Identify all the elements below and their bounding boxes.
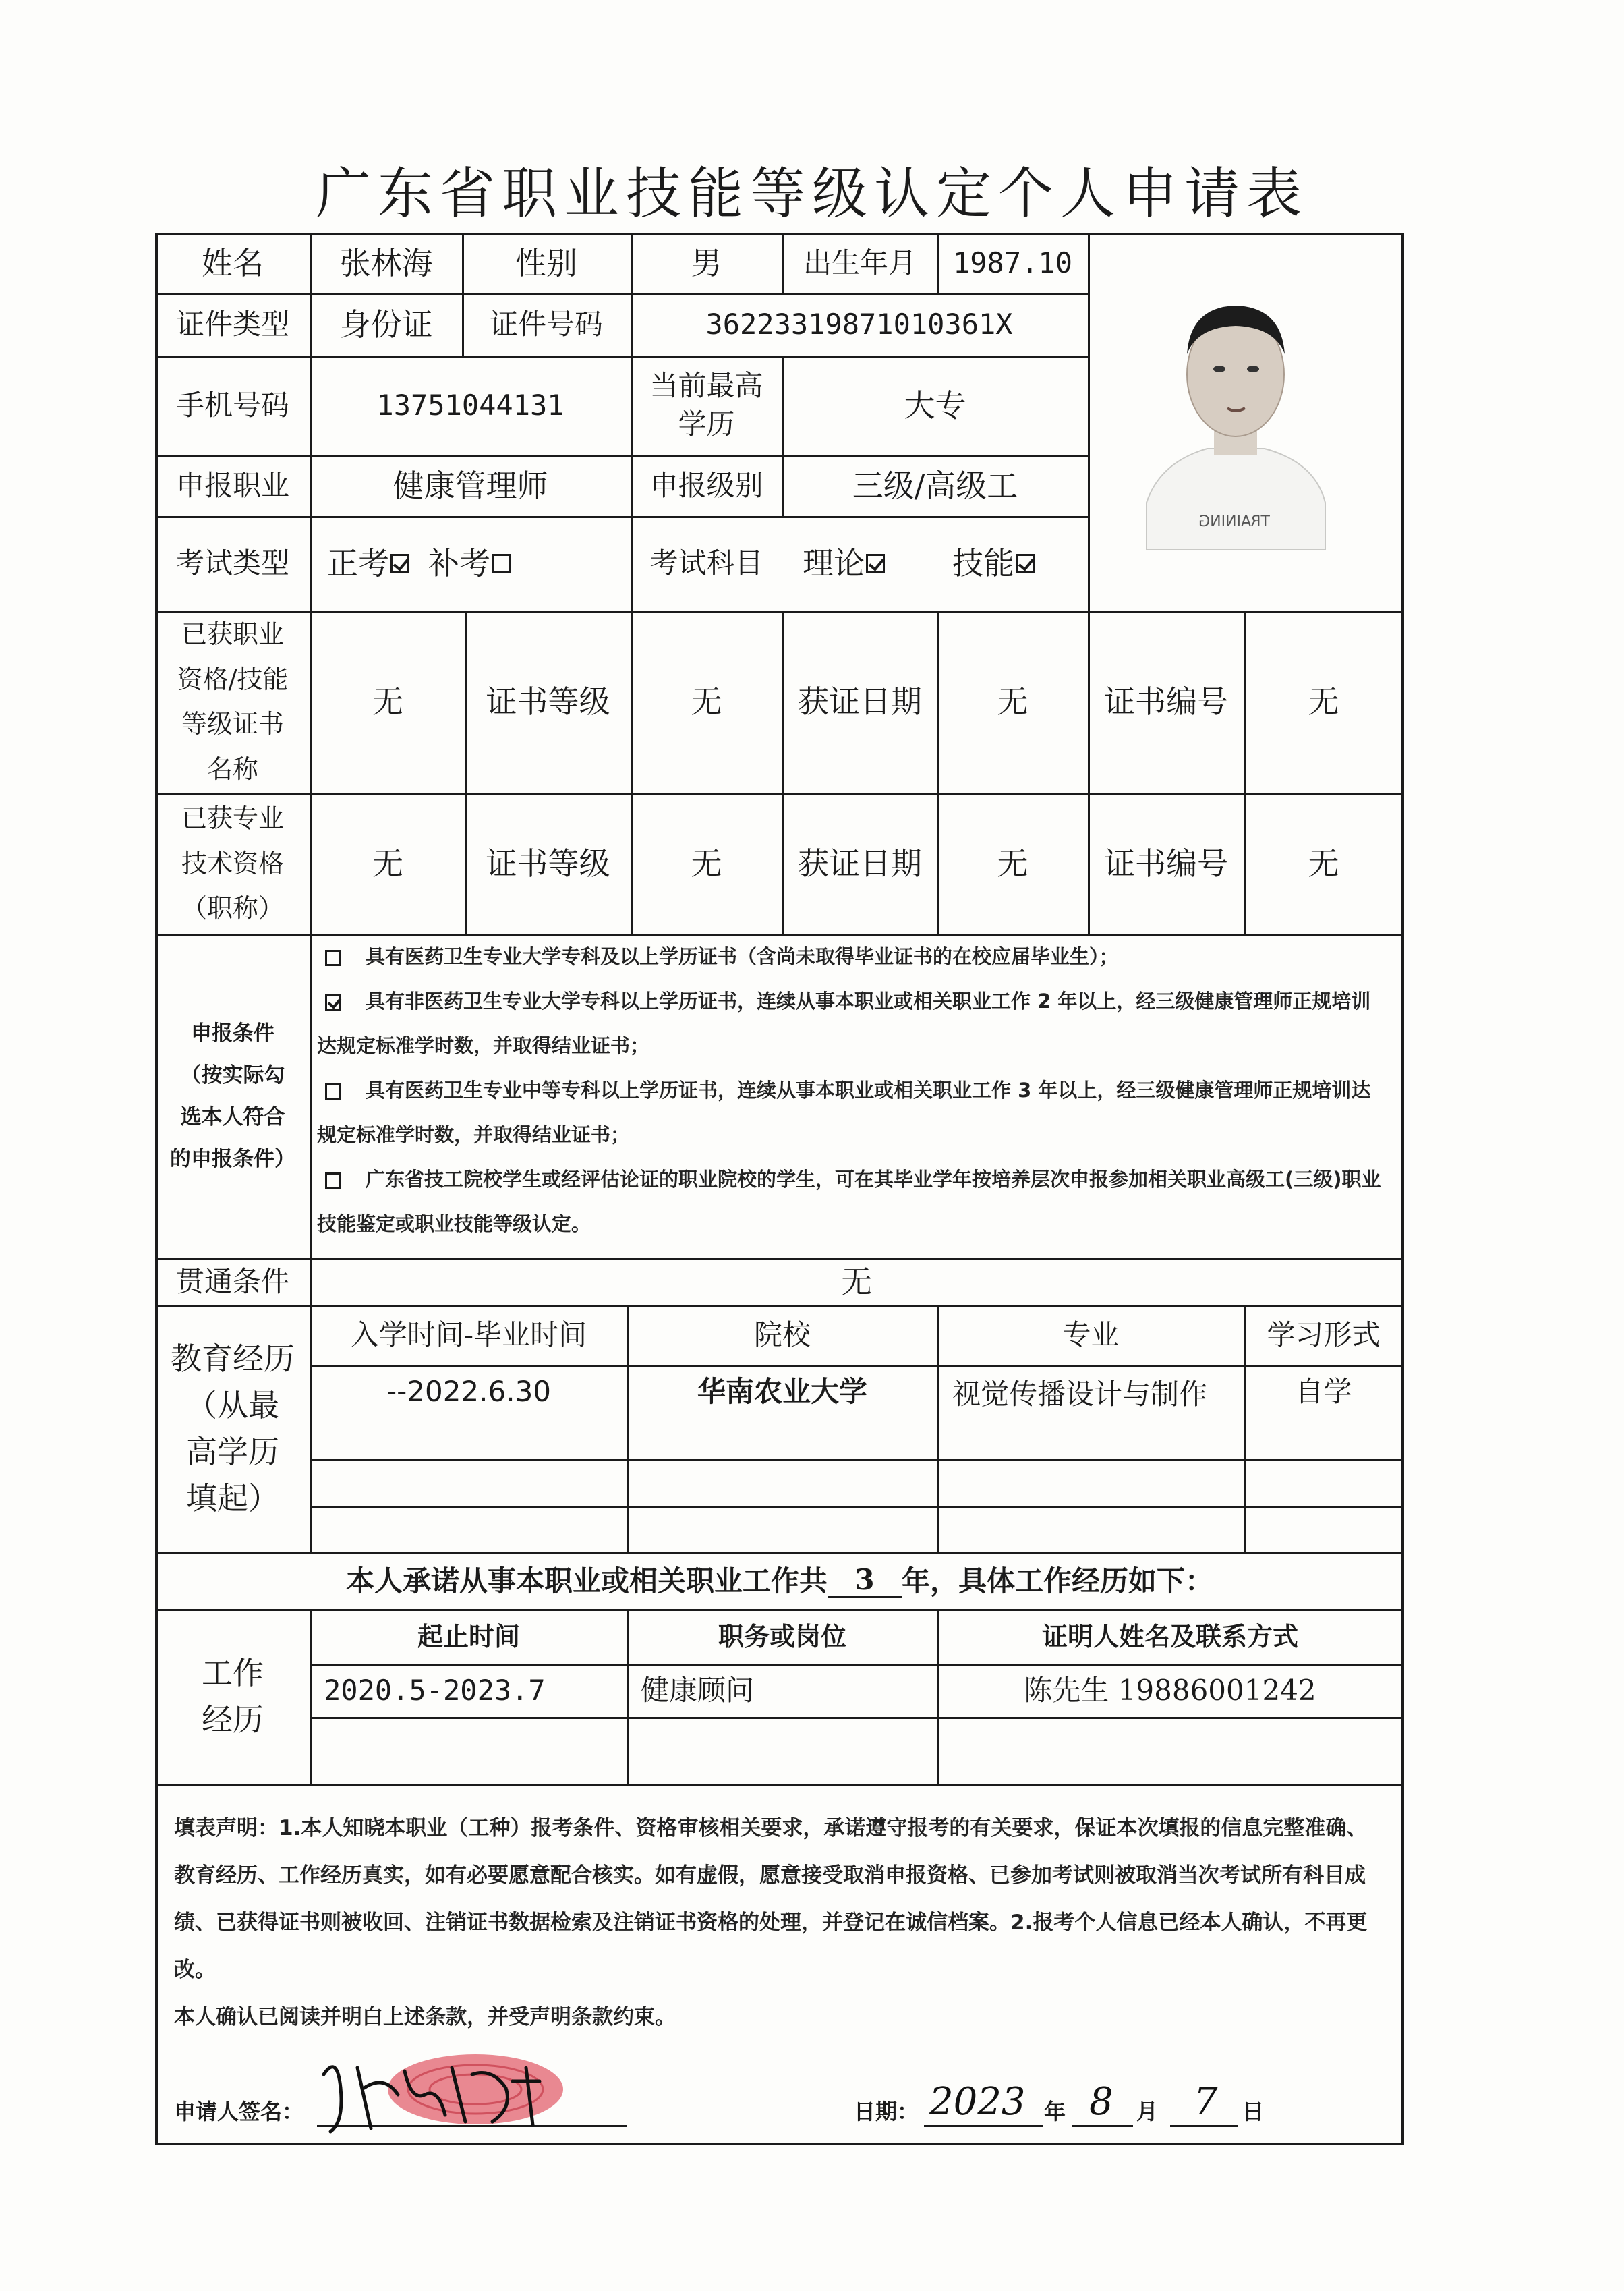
work-header-position: 职务或岗位	[718, 1621, 846, 1652]
education-header-major: 专业	[1062, 1318, 1120, 1351]
portrait-image	[1120, 280, 1352, 550]
declaration-text: 填表声明：1.本人知晓本职业（工种）报考条件、资格审核相关要求，承诺遵守报考的有关要求，保证本次填报的信息完整准确、教育经历、工作经历真实，如有必要愿意配合核实。如有虚假，愿意接受取消申报资格、已参加考试则被取消当次考试所有科目成绩、已获得证书则被收回、注销证书数据检索及注销证书资格的处理，并登记在诚信档案。2.报考个人信息已经本人确认，不再更改。	[174, 1816, 1368, 1982]
birth-value: 1987.10	[952, 246, 1072, 279]
qualification-label: 已获职业 资格/技能 等级证书 名称	[177, 619, 289, 784]
condition-2-checkbox[interactable]	[325, 994, 341, 1011]
condition-item-2: 具有非医药卫生专业大学专科以上学历证书，连续从事本职业或相关职业工作 2 年以上，经三级健康管理师正规培训达规定标准学时数，并取得结业证书；	[317, 990, 1371, 1057]
name-label: 姓名	[202, 244, 264, 281]
gender-label: 性别	[515, 244, 577, 281]
qualification-grade: 无	[691, 683, 722, 720]
birth-label: 出生年月	[803, 246, 917, 279]
condition-item-4: 广东省技工院校学生或经评估论证的职业院校的学生，可在其毕业学年按培养层次申报参加相关职业高级工(三级)职业技能鉴定或职业技能等级认定。	[317, 1168, 1381, 1235]
through-label: 贯通条件	[175, 1264, 289, 1298]
exam-type-options: 正考 补考	[310, 516, 631, 611]
day-unit: 日	[1242, 2099, 1265, 2124]
level-value: 三级/高级工	[852, 467, 1018, 504]
job-label: 申报职业	[175, 468, 289, 502]
qualification-date-label: 获证日期	[798, 683, 922, 720]
through-value: 无	[841, 1263, 872, 1300]
exam-subject-label: 考试科目	[649, 546, 763, 579]
svg-text:TRAINING: TRAINING	[1198, 513, 1270, 530]
name-value: 张林海	[339, 244, 433, 281]
exam-type-regular-checkbox[interactable]	[390, 554, 409, 573]
education-header-school: 院校	[753, 1318, 811, 1351]
month-unit: 月	[1136, 2099, 1159, 2124]
year-unit: 年	[1044, 2099, 1066, 2124]
signature-with-fingerprint	[310, 2047, 614, 2142]
professional-grade-label: 证书等级	[486, 845, 610, 882]
exam-type-label: 考试类型	[175, 546, 289, 579]
qualification-date: 无	[997, 683, 1028, 720]
education-major: 视觉传播设计与制作	[952, 1378, 1208, 1411]
phone-value: 13751044131	[376, 388, 564, 422]
exam-type-makeup-checkbox[interactable]	[492, 554, 511, 573]
education-school: 华南农业大学	[697, 1375, 867, 1408]
work-position: 健康顾问	[641, 1673, 755, 1707]
qualification-no-label: 证书编号	[1104, 683, 1228, 720]
professional-date: 无	[997, 845, 1028, 882]
education-header-period: 入学时间-毕业时间	[350, 1318, 587, 1351]
date-year: 2023	[929, 2080, 1026, 2124]
education-mode: 自学	[1295, 1375, 1352, 1408]
professional-label: 已获专业 技术资格 （职称）	[181, 803, 284, 924]
professional-name: 无	[372, 845, 403, 882]
work-commitment: 本人承诺从事本职业或相关职业工作共 3 年，具体工作经历如下：	[345, 1563, 1214, 1597]
professional-date-label: 获证日期	[798, 845, 922, 882]
education-header-mode: 学习形式	[1267, 1318, 1381, 1351]
qualification-grade-label: 证书等级	[486, 683, 610, 720]
condition-item-3: 具有医药卫生专业中等专科以上学历证书，连续从事本职业或相关职业工作 3 年以上，经三级健康管理师正规培训达规定标准学时数，并取得结业证书；	[317, 1079, 1371, 1146]
condition-4-checkbox[interactable]	[325, 1172, 341, 1189]
condition-1-checkbox[interactable]	[325, 950, 341, 966]
declaration-confirm: 本人确认已阅读并明白上述条款，并受声明条款约束。	[174, 2005, 676, 2029]
level-label: 申报级别	[649, 468, 763, 502]
work-period: 2020.5-2023.7	[324, 1673, 546, 1707]
work-header-period: 起止时间	[417, 1621, 520, 1652]
exam-subject-skill-checkbox[interactable]	[1016, 554, 1035, 573]
professional-grade: 无	[691, 845, 722, 882]
application-form	[155, 233, 1404, 2145]
form-title: 广东省职业技能等级认定个人申请表	[315, 162, 1308, 226]
edu-label: 当前最高 学历	[649, 369, 763, 441]
applicant-photo	[1120, 280, 1352, 550]
conditions-label: 申报条件 （按实际勾 选本人符合 的申报条件）	[170, 1021, 295, 1171]
id-type-value: 身份证	[339, 306, 433, 343]
condition-item-1: 具有医药卫生专业大学专科及以上学历证书（含尚未取得毕业证书的在校应届毕业生）；	[317, 934, 1389, 979]
work-years: 3	[828, 1564, 902, 1597]
id-no-value: 36223319871010361X	[705, 307, 1013, 341]
phone-label: 手机号码	[175, 388, 289, 422]
signature-label: 申请人签名：	[174, 2099, 304, 2124]
education-label: 教育经历 （从最 高学历 填起）	[171, 1340, 295, 1517]
date-day: 7	[1194, 2080, 1218, 2124]
gender-value: 男	[691, 244, 722, 281]
work-reference: 陈先生 19886001242	[1024, 1673, 1316, 1707]
exam-subject-options: 理论 技能	[782, 516, 1088, 611]
condition-3-checkbox[interactable]	[325, 1083, 341, 1100]
qualification-no: 无	[1308, 683, 1339, 720]
qualification-name: 无	[372, 683, 403, 720]
professional-no-label: 证书编号	[1104, 845, 1228, 882]
exam-subject-theory-checkbox[interactable]	[866, 554, 885, 573]
work-header-reference: 证明人姓名及联系方式	[1041, 1621, 1298, 1652]
job-value: 健康管理师	[393, 467, 548, 504]
date-label: 日期：	[854, 2099, 919, 2124]
education-period: --2022.6.30	[386, 1375, 552, 1408]
declaration	[174, 1805, 1388, 2041]
id-type-label: 证件类型	[175, 307, 289, 341]
professional-no: 无	[1308, 845, 1339, 882]
date-month: 8	[1089, 2080, 1113, 2124]
work-label: 工作 经历	[202, 1655, 264, 1738]
id-no-label: 证件号码	[489, 307, 603, 341]
edu-value: 大专	[904, 387, 966, 424]
